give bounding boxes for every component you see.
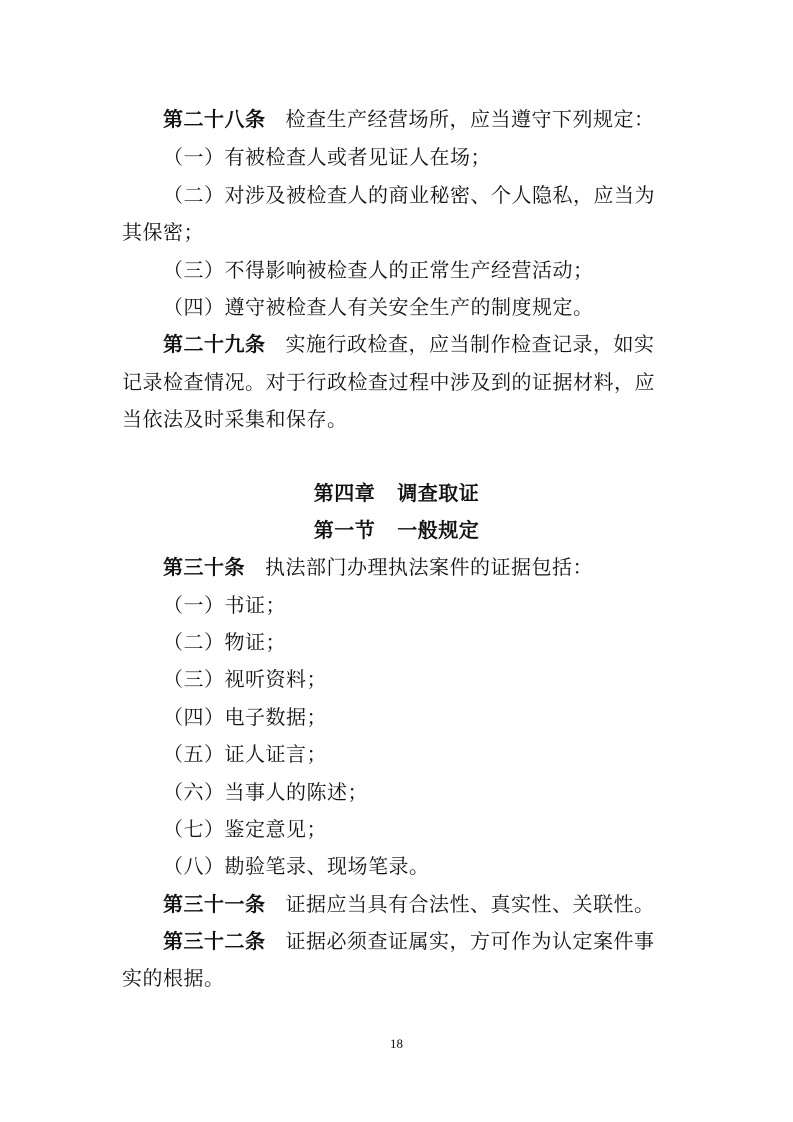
article-28-text: 检查生产经营场所，应当遵守下列规定： — [285, 107, 655, 131]
article-32-label: 第三十二条 — [163, 929, 266, 953]
section-number: 第一节 — [313, 518, 376, 542]
article-30-text: 执法部门办理执法案件的证据包括： — [265, 555, 593, 579]
section-heading — [0, 512, 793, 548]
chapter-title: 调查取证 — [397, 481, 480, 505]
article-28-item-1: （一）有被检查人或者见证人在场； — [163, 145, 491, 169]
article-29-line-2: 记录检查情况。对于行政检查过程中涉及到的证据材料，应 — [122, 370, 655, 394]
article-30-item-4: （四）电子数据； — [163, 705, 327, 729]
article-32-line-1 — [163, 923, 723, 959]
article-31-text: 证据应当具有合法性、真实性、关联性。 — [285, 892, 655, 916]
article-28-label: 第二十八条 — [163, 107, 266, 131]
article-31-line — [163, 886, 723, 922]
article-30-item-7: （七）鉴定意见； — [163, 817, 327, 841]
article-29-label: 第二十九条 — [163, 332, 266, 356]
article-28-item-2: （二）对涉及被检查人的商业秘密、个人隐私，应当为 — [163, 183, 655, 207]
article-32-line-2: 实的根据。 — [122, 966, 225, 990]
section-title: 一般规定 — [397, 518, 480, 542]
article-30-line — [163, 549, 723, 585]
article-29-text-1: 实施行政检查，应当制作检查记录，如实 — [285, 332, 655, 356]
chapter-heading — [0, 475, 793, 511]
article-28-item-2-continued: 其保密； — [122, 220, 204, 244]
article-29-line-3: 当依法及时采集和保存。 — [122, 407, 348, 431]
article-31-label: 第三十一条 — [163, 892, 266, 916]
page-number: 18 — [390, 1036, 403, 1051]
article-28-item-3: （三）不得影响被检查人的正常生产经营活动； — [163, 258, 594, 282]
article-30-item-6: （六）当事人的陈述； — [163, 780, 368, 804]
article-30-item-8: （八）勘验笔录、现场笔录。 — [163, 854, 430, 878]
article-28-line — [163, 101, 723, 137]
article-28-item-4: （四）遵守被检查人有关安全生产的制度规定。 — [163, 295, 594, 319]
chapter-number: 第四章 — [313, 481, 376, 505]
article-30-item-5: （五）证人证言； — [163, 742, 327, 766]
article-30-item-2: （二）物证； — [163, 630, 286, 654]
article-29-line-1 — [163, 326, 723, 362]
article-30-item-3: （三）视听资料； — [163, 667, 327, 691]
article-30-label: 第三十条 — [163, 555, 245, 579]
article-32-text-1: 证据必须查证属实，方可作为认定案件事 — [285, 929, 655, 953]
article-30-item-1: （一）书证； — [163, 593, 286, 617]
